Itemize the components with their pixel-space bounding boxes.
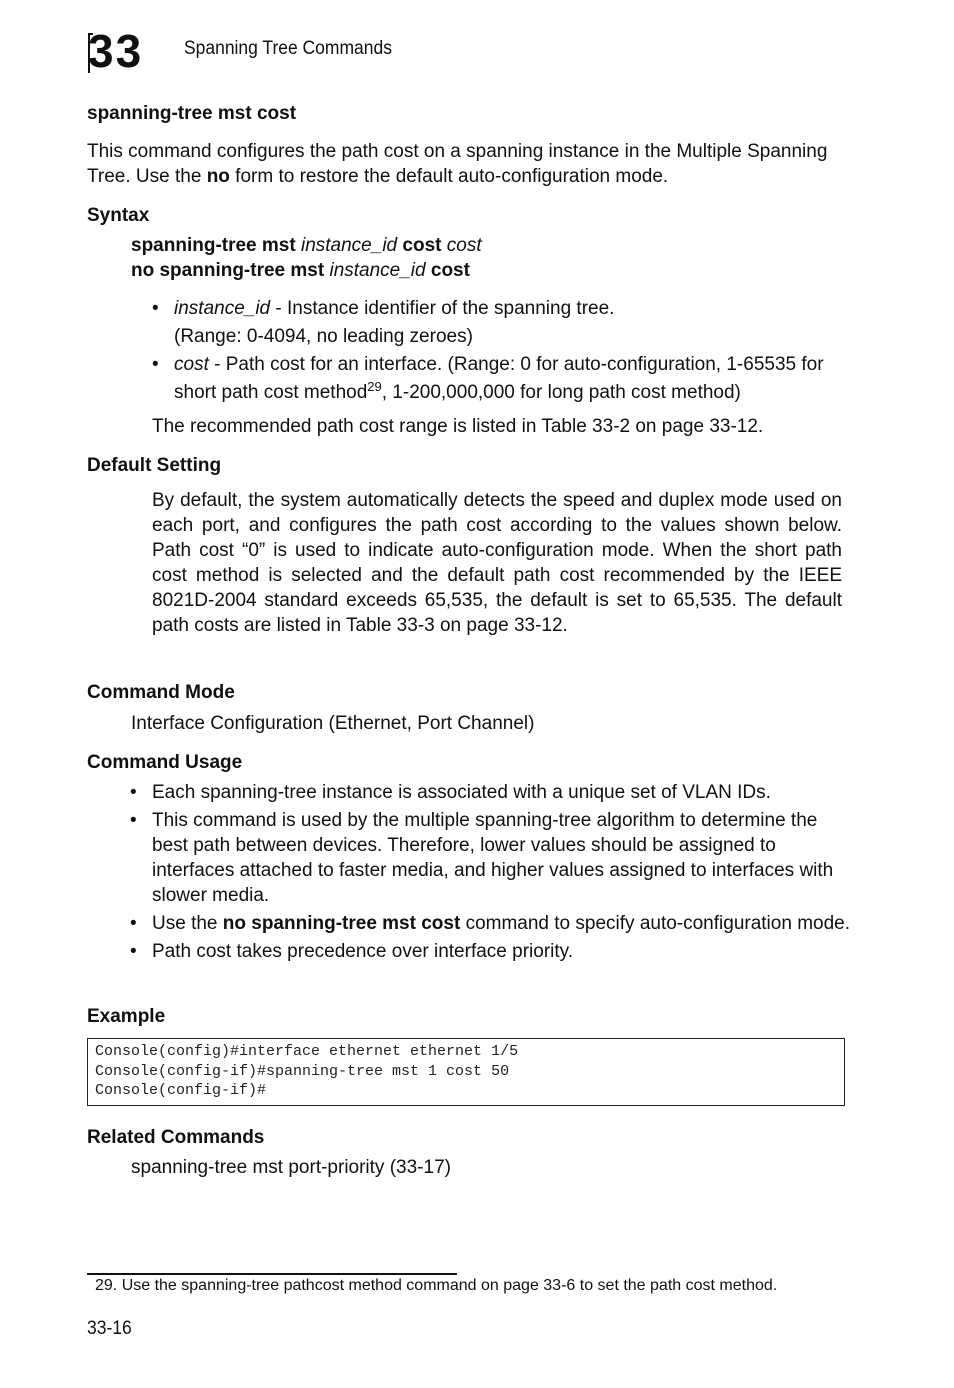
command-mode-text: Interface Configuration (Ethernet, Port Channel) bbox=[131, 713, 535, 734]
usage-item: • This command is used by the multiple spanning-tree algorithm to determine the best path between devices. Therefore, lower values should be assigned to interfaces attached to faster media, and higher values assigned to interfaces with slower media. bbox=[130, 808, 850, 908]
syntax-kw: no spanning-tree mst bbox=[131, 260, 325, 281]
param-desc-cont: , 1-200,000,000 for long path cost method) bbox=[381, 382, 741, 403]
default-setting-text: By default, the system automatically detects the speed and duplex mode used on each port, and configures the path cost according to the values shown below. Path cost “0” is used to indicate auto-configuration mode. When the short path cost method is selected and the default path cost recommended by the IEEE 8021D-2004 standard exceeds 65,535, the default is set to 65,535. The default path costs are listed in Table 33-3 on page 33-12. bbox=[152, 490, 842, 636]
syntax-lines bbox=[131, 233, 482, 283]
param-desc: - Path cost for an interface. (Range: 0 for auto-configuration, 1-65535 for short path cost method bbox=[174, 354, 824, 403]
syntax-arg: instance_id bbox=[300, 235, 398, 256]
usage-item: • Path cost takes precedence over interface priority. bbox=[130, 939, 850, 964]
command-title: spanning-tree mst cost bbox=[87, 103, 297, 124]
syntax-kw: spanning-tree mst bbox=[131, 235, 296, 256]
related-commands-heading: Related Commands bbox=[87, 1127, 265, 1148]
command-mode-heading: Command Mode bbox=[87, 682, 235, 703]
example-heading: Example bbox=[87, 1006, 166, 1027]
related-command-link[interactable]: spanning-tree mst port-priority (33-17) bbox=[131, 1157, 451, 1178]
syntax-kw: cost bbox=[430, 260, 470, 281]
param-range: (Range: 0-4094, no leading zeroes) bbox=[174, 326, 473, 347]
param-cost bbox=[152, 351, 852, 407]
usage-item: • Each spanning-tree instance is associated with a unique set of VLAN IDs. bbox=[130, 780, 850, 805]
usage-item bbox=[130, 911, 850, 936]
recommended-range-note: The recommended path cost range is listed in Table 33-2 on page 33-12. bbox=[152, 416, 764, 437]
page-number: 33-16 bbox=[87, 1318, 132, 1339]
param-desc: - Instance identifier of the spanning tree. bbox=[270, 298, 615, 319]
usage-command: no spanning-tree mst cost bbox=[222, 913, 461, 934]
usage-post: command to specify auto-configuration mode. bbox=[460, 913, 851, 934]
command-intro bbox=[87, 139, 847, 189]
usage-pre: Use the bbox=[152, 913, 223, 934]
footnote-text: 29. Use the spanning-tree pathcost method command on page 33-6 to set the path cost method. bbox=[95, 1277, 778, 1294]
syntax-line-2 bbox=[131, 258, 482, 283]
syntax-heading: Syntax bbox=[87, 205, 150, 226]
chapter-number: 33 bbox=[88, 25, 144, 77]
syntax-arg: cost bbox=[446, 235, 482, 256]
footnote-divider bbox=[87, 1273, 457, 1275]
command-usage-list bbox=[130, 780, 850, 967]
syntax-line-1 bbox=[131, 233, 482, 258]
footnote-ref[interactable]: 29 bbox=[367, 379, 382, 394]
intro-post: form to restore the default auto-configuration mode. bbox=[229, 166, 669, 187]
param-name: cost bbox=[174, 354, 209, 375]
syntax-arg: instance_id bbox=[329, 260, 426, 281]
parameter-list bbox=[152, 295, 852, 407]
default-setting-heading: Default Setting bbox=[87, 455, 222, 476]
chapter-title: Spanning Tree Commands bbox=[184, 38, 392, 59]
command-usage-heading: Command Usage bbox=[87, 752, 243, 773]
param-instance-id bbox=[152, 295, 852, 351]
param-name: instance_id bbox=[174, 298, 271, 319]
example-code-block: Console(config)#interface ethernet ethernet 1/5 Console(config-if)#spanning-tree mst 1 cost 50 Console(config-if)# bbox=[87, 1038, 845, 1106]
intro-bold: no bbox=[206, 166, 230, 187]
intro-pre: This command configures the path cost on a spanning instance in the Multiple Spanning Tree. Use the bbox=[87, 141, 828, 187]
syntax-kw: cost bbox=[402, 235, 442, 256]
